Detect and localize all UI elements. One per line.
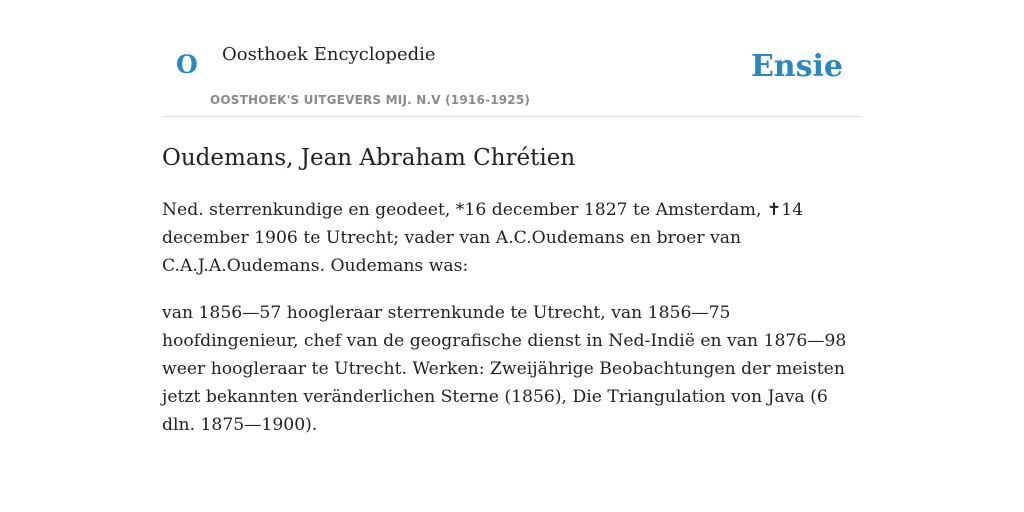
page-container bbox=[162, 0, 862, 439]
encyclopedia-logo[interactable]: O bbox=[176, 50, 198, 79]
publisher-label: OOSTHOEK'S UITGEVERS MIJ. N.V (1916-1925) bbox=[210, 93, 531, 107]
article-paragraph: van 1856—57 hoogleraar sterrenkunde te Utrecht, van 1856—75 hoofdingenieur, chef van de geografische dienst in Ned-Indië en van 1876—98 weer hoogleraar te Utrecht. Werken: Zweijährige Beobachtungen der meisten jetzt bekannten veränderlichen Sterne (1856), Die Triangulation von Java (6 dln. 1875—1900). bbox=[162, 303, 847, 435]
article-paragraph: Ned. sterrenkundige en geodeet, *16 december 1827 te Amsterdam, ✝14 december 1906 te Utrecht; vader van A.C.Oudemans en broer van C.A.J.A.Oudemans. Oudemans was: bbox=[162, 200, 804, 276]
article-title: Oudemans, Jean Abraham Chrétien bbox=[162, 145, 576, 171]
ensie-brand-link[interactable]: Ensie bbox=[750, 49, 843, 84]
page-header bbox=[162, 0, 862, 117]
encyclopedia-title[interactable]: Oosthoek Encyclopedie bbox=[222, 44, 436, 65]
